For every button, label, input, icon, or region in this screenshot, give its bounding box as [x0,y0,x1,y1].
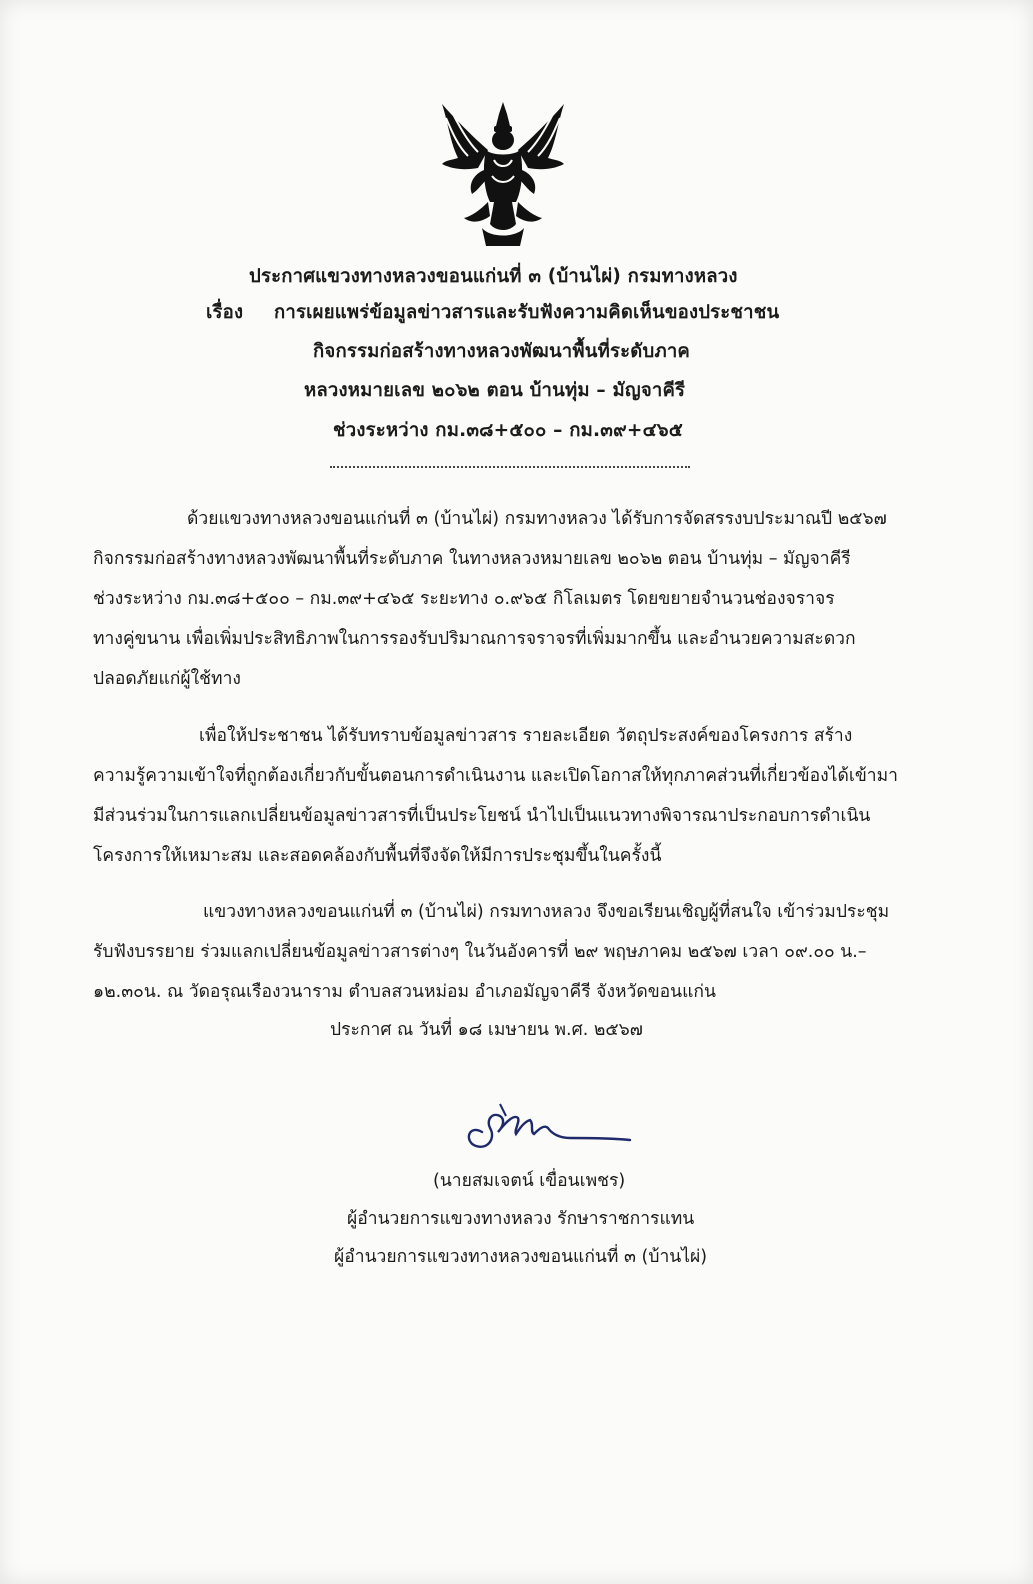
para3-line: แขวงทางหลวงขอนแก่นที่ ๓ (บ้านไผ่) กรมทางหลวง จึงขอเรียนเชิญผู้ที่สนใจ เข้าร่วมประชุม [203,902,890,922]
para1-line: ด้วยแขวงทางหลวงขอนแก่นที่ ๓ (บ้านไผ่) กรมทางหลวง ได้รับการจัดสรรงบประมาณปี ๒๕๖๗ [187,509,887,529]
activity-title: กิจกรรมก่อสร้างทางหลวงพัฒนาพื้นที่ระดับภาค [313,341,691,362]
para2-line: ความรู้ความเข้าใจที่ถูกต้องเกี่ยวกับขั้นตอนการดำเนินงาน และเปิดโอกาสให้ทุกภาคส่วนที่เกี่ยวข้องได้เข้ามา [93,766,898,786]
para3-line: รับฟังบรรยาย ร่วมแลกเปลี่ยนข้อมูลข่าวสารต่างๆ ในวันอังคารที่ ๒๙ พฤษภาคม ๒๕๖๗ เวลา ๐๙.๐๐ น.– [93,942,867,962]
para2-line: มีส่วนร่วมในการแลกเปลี่ยนข้อมูลข่าวสารที่เป็นประโยชน์ นำไปเป็นแนวทางพิจารณาประกอบการดำเนิน [93,806,871,826]
handwritten-signature [460,1098,636,1158]
para1-line: ช่วงระหว่าง กม.๓๘+๕๐๐ – กม.๓๙+๔๖๕ ระยะทาง ๐.๙๖๕ กิโลเมตร โดยขยายจำนวนช่องจราจร [93,589,835,609]
para2-line: โครงการให้เหมาะสม และสอดคล้องกับพื้นที่จึงจัดให้มีการประชุมขึ้นในครั้งนี้ [93,846,662,866]
signer-name: (นายสมเจตน์ เขื่อนเพชร) [433,1171,626,1191]
garuda-emblem-icon [438,98,568,248]
subject-title: การเผยแพร่ข้อมูลข่าวสารและรับฟังความคิดเห็นของประชาชน [274,302,780,323]
announce-date: ประกาศ ณ วันที่ ๑๘ เมษายน พ.ศ. ๒๕๖๗ [330,1020,643,1040]
para1-line: ปลอดภัยแก่ผู้ใช้ทาง [93,669,241,689]
para1-line: กิจกรรมก่อสร้างทางหลวงพัฒนาพื้นที่ระดับภาค ในทางหลวงหมายเลข ๒๐๖๒ ตอน บ้านทุ่ม – มัญจาคีรี [93,549,851,569]
para2-line: เพื่อให้ประชาชน ได้รับทราบข้อมูลข่าวสาร รายละเอียด วัตถุประสงค์ของโครงการ สร้าง [199,726,853,746]
signer-position: ผู้อำนวยการแขวงทางหลวง รักษาราชการแทน [347,1209,695,1229]
highway-number: หลวงหมายเลข ๒๐๖๒ ตอน บ้านทุ่ม – มัญจาคีรี [304,380,686,401]
km-range: ช่วงระหว่าง กม.๓๘+๕๐๐ – กม.๓๙+๔๖๕ [333,420,683,441]
announcement-heading: ประกาศแขวงทางหลวงขอนแก่นที่ ๓ (บ้านไผ่) กรมทางหลวง [249,266,738,287]
para1-line: ทางคู่ขนาน เพื่อเพิ่มประสิทธิภาพในการรองรับปริมาณการจราจรที่เพิ่มมากขึ้น และอำนวยความสะดวก [93,629,856,649]
title-divider [330,466,690,468]
para3-line: ๑๒.๓๐น. ณ วัดอรุณเรืองวนาราม ตำบลสวนหม่อม อำเภอมัญจาคีรี จังหวัดขอนแก่น [93,982,716,1002]
subject-label: เรื่อง [206,302,244,323]
signer-office: ผู้อำนวยการแขวงทางหลวงขอนแก่นที่ ๓ (บ้านไผ่) [334,1247,708,1267]
